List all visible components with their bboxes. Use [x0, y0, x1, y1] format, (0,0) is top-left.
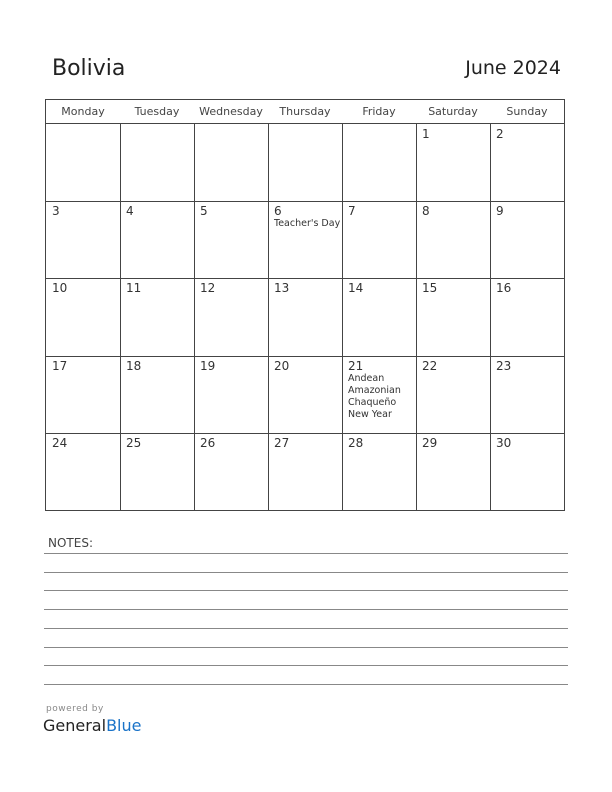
day-cell[interactable]: [342, 278, 416, 355]
day-number: 26: [200, 435, 216, 450]
day-cell[interactable]: [120, 124, 194, 201]
brand-blue: Blue: [106, 716, 142, 735]
weekday-thursday: Thursday: [279, 105, 331, 118]
day-cell[interactable]: [342, 356, 416, 433]
day-cell[interactable]: [268, 433, 342, 510]
day-cell[interactable]: [490, 356, 564, 433]
day-number: 2: [496, 127, 504, 141]
notes-line: [44, 590, 568, 591]
notes-line: [44, 684, 568, 685]
day-cell[interactable]: [268, 356, 342, 433]
day-cell[interactable]: [490, 278, 564, 355]
day-cell[interactable]: [194, 278, 268, 355]
weekday-header-row: [46, 100, 564, 124]
weekday-saturday: Saturday: [428, 105, 478, 118]
brand-logo[interactable]: [43, 716, 141, 735]
day-number: 12: [200, 281, 216, 296]
notes-line: [44, 553, 568, 554]
day-number: 21: [348, 358, 364, 373]
day-cell[interactable]: [194, 201, 268, 278]
day-number: 20: [274, 358, 290, 373]
day-cell[interactable]: [490, 201, 564, 278]
day-cell[interactable]: [194, 356, 268, 433]
day-number: 18: [126, 358, 142, 373]
day-number: 19: [200, 358, 216, 373]
day-number: 10: [52, 281, 68, 296]
day-cell[interactable]: [194, 124, 268, 201]
day-cell[interactable]: [46, 201, 120, 278]
day-number: 9: [496, 204, 504, 219]
day-number: 8: [422, 204, 430, 219]
day-number: 1: [422, 127, 430, 141]
day-cell[interactable]: [342, 433, 416, 510]
day-cell[interactable]: [416, 433, 490, 510]
day-cell[interactable]: [46, 278, 120, 355]
powered-by-text: powered by: [46, 704, 104, 714]
day-number: 29: [422, 435, 438, 450]
day-number: 5: [200, 204, 208, 219]
holiday-label: Teacher's Day: [274, 218, 341, 230]
day-cell[interactable]: [120, 433, 194, 510]
day-cell[interactable]: [120, 278, 194, 355]
day-number: 28: [348, 435, 364, 450]
day-cell[interactable]: [490, 433, 564, 510]
day-number: 30: [496, 435, 512, 450]
day-number: 22: [422, 358, 438, 373]
notes-line: [44, 647, 568, 648]
day-cell[interactable]: [268, 201, 342, 278]
day-number: 13: [274, 281, 290, 296]
day-number: 4: [126, 204, 134, 219]
day-cell[interactable]: [46, 433, 120, 510]
weekday-sunday: Sunday: [506, 105, 548, 118]
weekday-friday: Friday: [362, 105, 396, 118]
day-number: 6: [274, 204, 282, 219]
month-year-title: June 2024: [465, 57, 561, 79]
country-title: Bolivia: [52, 56, 126, 81]
notes-line: [44, 609, 568, 610]
day-cell[interactable]: [268, 124, 342, 201]
day-number: 3: [52, 204, 60, 219]
weekday-monday: Monday: [61, 105, 105, 118]
day-cell[interactable]: [194, 433, 268, 510]
day-number: 7: [348, 204, 356, 219]
notes-line: [44, 665, 568, 666]
day-cell[interactable]: [416, 124, 490, 201]
day-number: 16: [496, 281, 512, 296]
day-cell[interactable]: [342, 124, 416, 201]
day-cell[interactable]: [342, 201, 416, 278]
holiday-label: Andean Amazonian Chaqueño New Year: [348, 372, 401, 420]
day-cell[interactable]: [416, 356, 490, 433]
day-number: 23: [496, 358, 512, 373]
day-number: 17: [52, 358, 68, 373]
day-number: 14: [348, 281, 364, 296]
day-cell[interactable]: [46, 356, 120, 433]
calendar-grid: [45, 99, 565, 511]
notes-line: [44, 628, 568, 629]
day-number: 25: [126, 435, 142, 450]
day-cell[interactable]: [120, 201, 194, 278]
day-number: 15: [422, 281, 438, 296]
day-cell[interactable]: [46, 124, 120, 201]
notes-line: [44, 572, 568, 573]
weekday-wednesday: Wednesday: [199, 105, 263, 118]
day-cell[interactable]: [416, 278, 490, 355]
day-cell[interactable]: [120, 356, 194, 433]
notes-label: NOTES:: [48, 536, 93, 550]
day-cell[interactable]: [268, 278, 342, 355]
day-number: 27: [274, 435, 290, 450]
weekday-tuesday: Tuesday: [134, 105, 180, 118]
day-number: 24: [52, 435, 68, 450]
day-cell[interactable]: [416, 201, 490, 278]
day-cell[interactable]: [490, 124, 564, 201]
day-number: 11: [126, 281, 142, 296]
brand-general: General: [43, 716, 107, 735]
